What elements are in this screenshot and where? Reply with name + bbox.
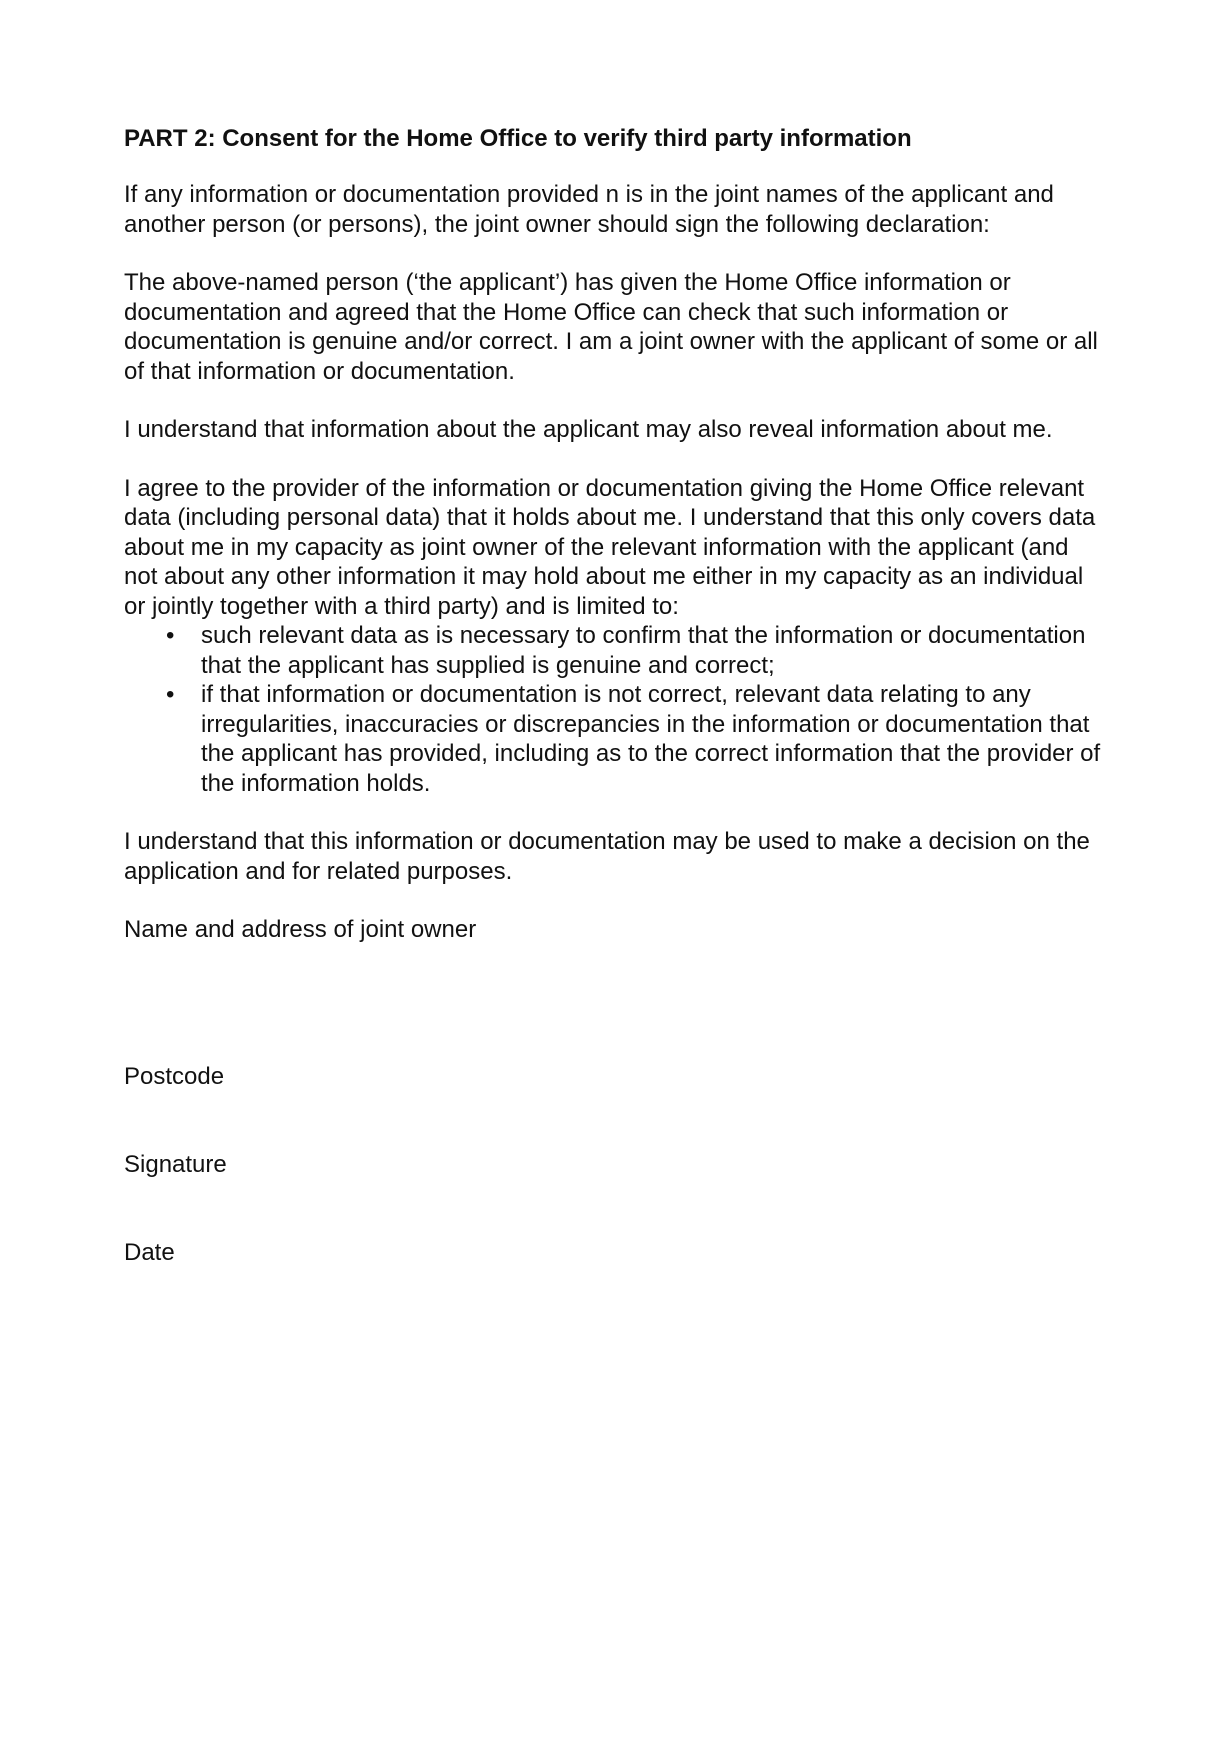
name-address-label: Name and address of joint owner [124,916,477,943]
intro-paragraph: If any information or documentation provided n is in the joint names of the applicant and another person (or persons), the joint owner should sign the following declaration: [124,181,1054,238]
understanding-paragraph: I understand that information about the applicant may also reveal information about me. [124,416,1053,443]
list-item [124,621,1104,680]
limitations-list [124,621,1104,798]
list-item-text: if that information or documentation is not correct, relevant data relating to any irregularities, inaccuracies or discrepancies in the information or documentation that the applicant has provided, including as to the correct information that the provider of the information holds. [201,681,1101,797]
postcode-label: Postcode [124,1063,225,1090]
list-item [124,680,1104,798]
applicant-statement-paragraph: The above-named person (‘the applicant’) has given the Home Office information or documentation and agreed that the Home Office can check that such information or documentation is genuine and/or correct. I am a joint owner with the applicant of some or all of that information or documentation. [124,269,1098,385]
decision-paragraph: I understand that this information or documentation may be used to make a decision on the application and for related purposes. [124,828,1090,885]
page-title: PART 2: Consent for the Home Office to verify third party information [124,125,912,152]
signature-label: Signature [124,1151,227,1178]
bullet-icon: • [166,681,175,708]
document-page [124,124,1104,1268]
agreement-paragraph: I agree to the provider of the information or documentation giving the Home Office relevant data (including personal data) that it holds about me. I understand that this only covers data about me in my capacity as joint owner of the relevant information with the applicant (and not about any other information it may hold about me either in my capacity as an individual or jointly together with a third party) and is limited to: [124,474,1096,620]
date-label: Date [124,1239,175,1266]
bullet-icon: • [166,622,175,649]
list-item-text: such relevant data as is necessary to confirm that the information or documentation that the applicant has supplied is genuine and correct; [201,622,1086,679]
